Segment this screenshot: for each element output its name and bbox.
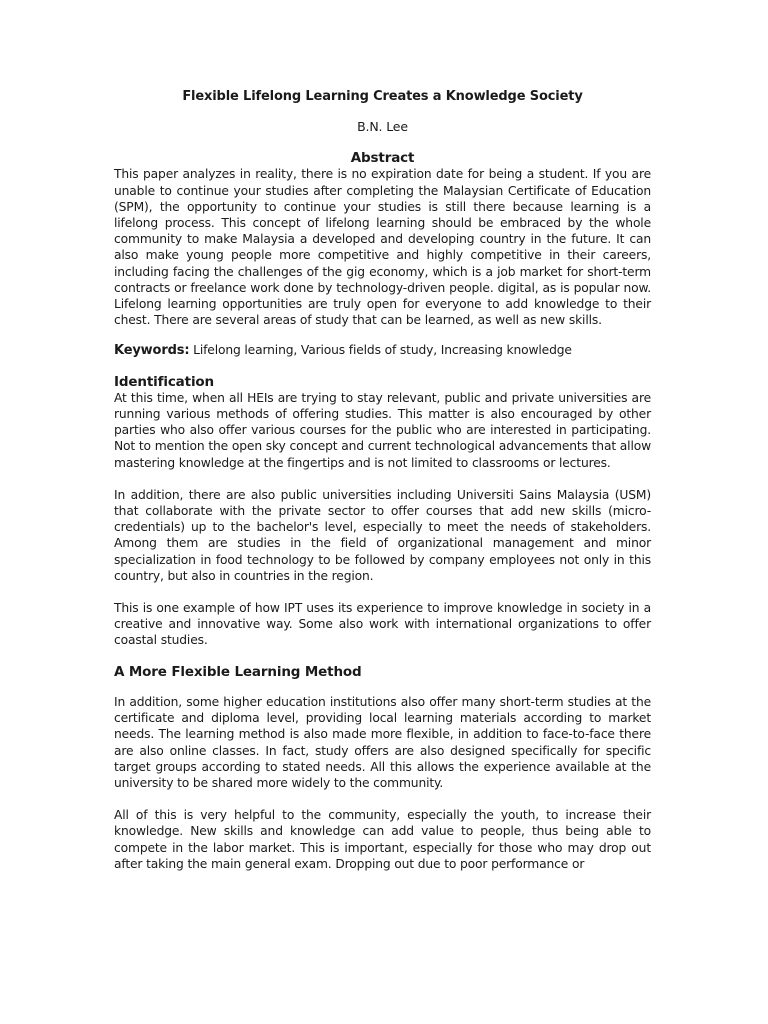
keywords-line — [114, 342, 651, 359]
document-author: B.N. Lee — [357, 119, 408, 134]
section-identification — [114, 374, 651, 649]
section-heading: A More Flexible Learning Method — [114, 663, 362, 680]
abstract-heading: Abstract — [350, 150, 415, 167]
paragraph: At this time, when all HEIs are trying to stay relevant, public and private universities are running various methods of offering studies. This matter is also encouraged by other parties who also offer various courses for the public who are interested in participating. Not to mention the open sky concept and current technological advancements that allow mastering knowledge at the fingertips and is not limited to classrooms or lectures. — [114, 390, 651, 470]
paragraph: In addition, there are also public universities including Universiti Sains Malaysia (USM) that collaborate with the private sector to offer courses that add new skills (micro-credentials) up to the bachelor's level, especially to meet the needs of stakeholders. Among them are studies in the field of organizational management and minor specialization in food technology to be followed by company employees not only in this country, but also in countries in the region. — [114, 487, 651, 583]
paragraph: All of this is very helpful to the community, especially the youth, to increase their knowledge. New skills and knowledge can add value to people, thus being able to compete in the labor market. This is important, especially for those who may drop out after taking the main general exam. Dropping out due to poor performance or — [114, 808, 651, 871]
abstract-text: This paper analyzes in reality, there is no expiration date for being a student. If you are unable to continue your studies after completing the Malaysian Certificate of Education (SPM), the opportunity to continue your studies is still there because learning is a lifelong process. This concept of lifelong learning should be embraced by the whole community to make Malaysia a developed and developing country in the future. It can also make young people more competitive and highly competitive in their careers, including facing the challenges of the gig economy, which is a job market for short-term contracts or freelance work done by technology-driven people. digital, as is popular now. Lifelong learning opportunities are truly open for everyone to add knowledge to their chest. There are several areas of study that can be learned, as well as new skills. — [114, 167, 651, 328]
section-heading: Identification — [114, 373, 215, 390]
paragraph: This is one example of how IPT uses its experience to improve knowledge in society in a creative and innovative way. Some also work with international organizations to offer coastal studies. — [114, 601, 651, 648]
keywords-text: Lifelong learning, Various fields of study, Increasing knowledge — [189, 343, 572, 358]
document-title: Flexible Lifelong Learning Creates a Knowledge Society — [182, 89, 583, 104]
paragraph: In addition, some higher education institutions also offer many short-term studies at the certificate and diploma level, providing local learning materials according to market needs. The learning method is also made more flexible, in addition to face-to-face there are also online classes. In fact, study offers are also designed specifically for specific target groups according to stated needs. All this allows the experience available at the university to be shared more widely to the community. — [114, 694, 651, 790]
document-body — [114, 88, 651, 872]
keywords-label: Keywords: — [114, 343, 190, 359]
section-flexible-learning — [114, 664, 651, 872]
